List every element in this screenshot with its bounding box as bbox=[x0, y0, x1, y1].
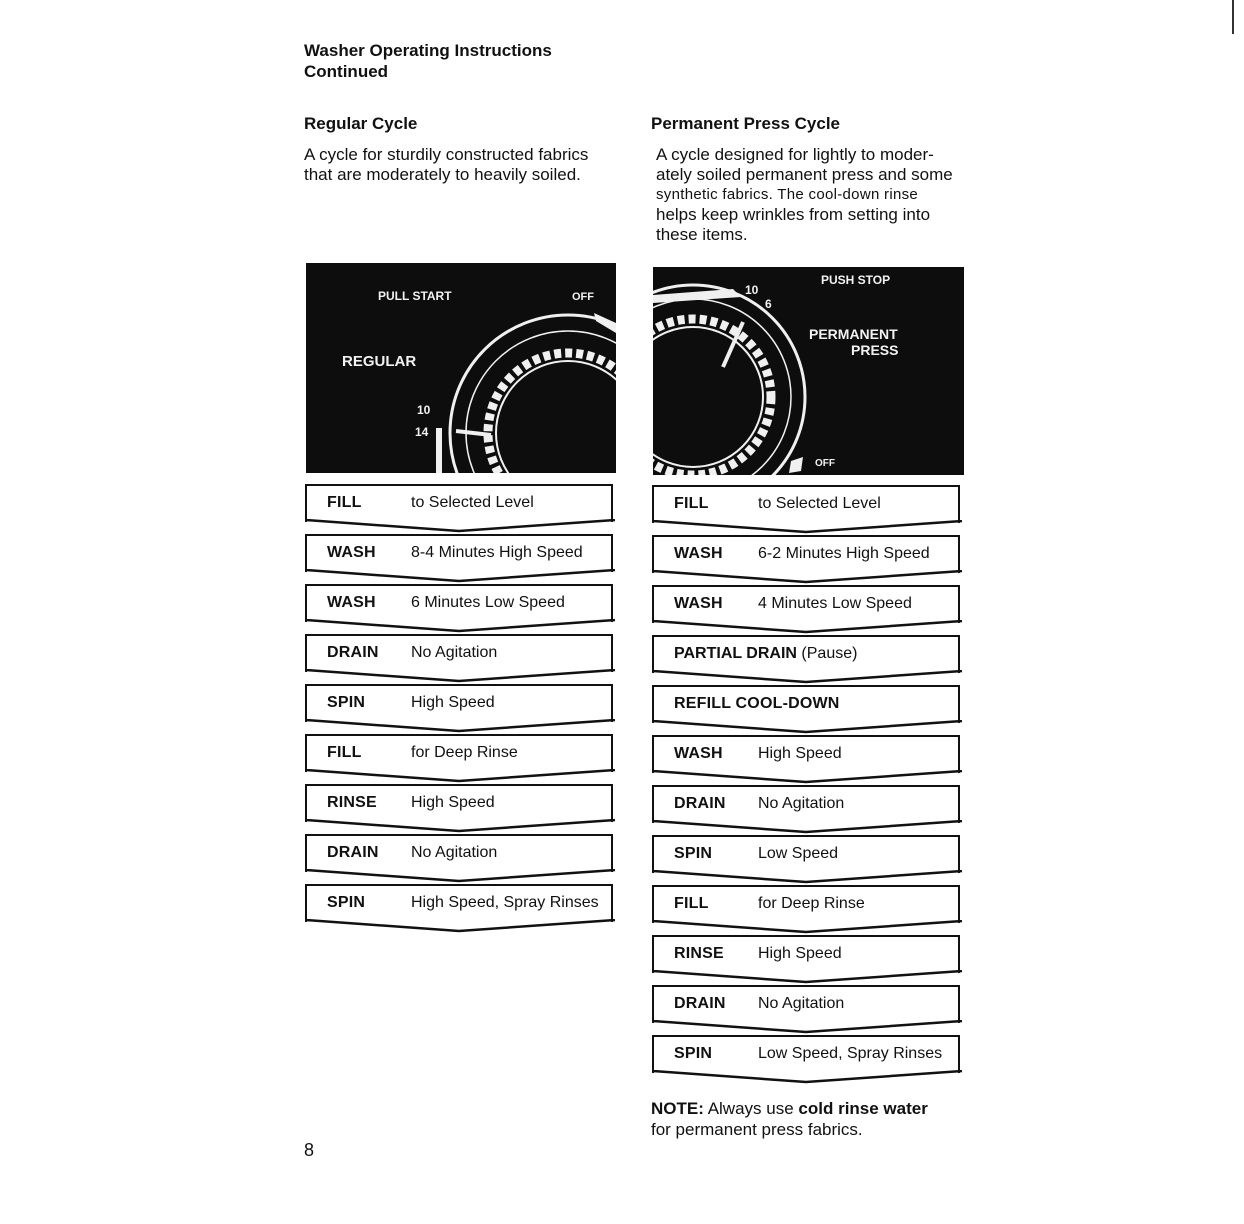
regular-steps-list bbox=[305, 484, 617, 934]
step-term: FILL bbox=[327, 744, 362, 761]
note-text-a: Always use bbox=[707, 1099, 794, 1118]
step-detail: Low Speed, Spray Rinses bbox=[758, 1045, 943, 1062]
step bbox=[652, 585, 964, 635]
step bbox=[652, 535, 964, 585]
step bbox=[652, 835, 964, 885]
step bbox=[305, 584, 617, 634]
regular-cycle-title: Regular Cycle bbox=[304, 114, 418, 133]
step-detail: 6-2 Minutes High Speed bbox=[758, 545, 930, 562]
step bbox=[652, 785, 964, 835]
step-term: FILL bbox=[674, 895, 709, 912]
step-term: WASH bbox=[674, 545, 723, 562]
page-number: 8 bbox=[304, 1140, 315, 1160]
step-term: RINSE bbox=[674, 945, 724, 962]
step-term: WASH bbox=[674, 595, 723, 612]
step bbox=[305, 884, 617, 934]
step-detail: (Pause) bbox=[801, 645, 858, 662]
step-term: SPIN bbox=[327, 694, 366, 711]
step bbox=[305, 784, 617, 834]
step bbox=[305, 684, 617, 734]
step bbox=[305, 734, 617, 784]
step bbox=[652, 935, 964, 985]
step-detail: No Agitation bbox=[758, 795, 845, 812]
note-text-b: for permanent press fabrics. bbox=[651, 1120, 863, 1139]
step-term: WASH bbox=[327, 544, 376, 561]
step-term: REFILL COOL-DOWN bbox=[674, 695, 840, 712]
step-term: PARTIAL DRAIN bbox=[674, 645, 797, 662]
page-edge-line bbox=[1232, 0, 1234, 34]
permanent-dial-graphic bbox=[653, 267, 964, 475]
section-header bbox=[304, 40, 552, 82]
step bbox=[652, 885, 964, 935]
permanent-dial-image bbox=[653, 267, 964, 475]
step-term: DRAIN bbox=[674, 795, 726, 812]
step bbox=[652, 985, 964, 1035]
step-detail: No Agitation bbox=[758, 995, 845, 1012]
step-detail: to Selected Level bbox=[758, 495, 881, 512]
note-label: NOTE: bbox=[651, 1099, 704, 1118]
desc-line: these items. bbox=[656, 225, 748, 244]
step-term: FILL bbox=[327, 494, 362, 511]
permanent-steps-list bbox=[652, 485, 964, 1085]
step-term: WASH bbox=[674, 745, 723, 762]
step-detail: Low Speed bbox=[758, 845, 839, 862]
step-detail: for Deep Rinse bbox=[411, 744, 518, 761]
note bbox=[651, 1098, 928, 1140]
step bbox=[652, 685, 964, 735]
step-detail: High Speed bbox=[411, 794, 495, 811]
dial-mark-6: 6 bbox=[765, 297, 772, 311]
permanent-label-line1: PERMANENT bbox=[809, 326, 898, 342]
step bbox=[652, 1035, 964, 1085]
pull-start-label: PULL START bbox=[378, 289, 452, 303]
push-stop-label: PUSH STOP bbox=[821, 273, 891, 287]
step-detail: High Speed bbox=[758, 945, 842, 962]
header-continued: Continued bbox=[304, 62, 389, 81]
step-detail: No Agitation bbox=[411, 644, 498, 661]
step-detail: for Deep Rinse bbox=[758, 895, 865, 912]
regular-cycle-description: A cycle for sturdily constructed fabrics that are moderately to heavily soiled. bbox=[304, 145, 589, 184]
step-term: WASH bbox=[327, 594, 376, 611]
dial-mark-10: 10 bbox=[745, 283, 759, 297]
step-term: SPIN bbox=[327, 894, 366, 911]
step-detail: to Selected Level bbox=[411, 494, 534, 511]
step-detail: 8-4 Minutes High Speed bbox=[411, 544, 583, 561]
step bbox=[652, 635, 964, 685]
off-label: OFF bbox=[572, 291, 594, 303]
step-detail: 4 Minutes Low Speed bbox=[758, 595, 912, 612]
step bbox=[305, 634, 617, 684]
step-term: DRAIN bbox=[327, 844, 379, 861]
step bbox=[305, 834, 617, 884]
step-term: FILL bbox=[674, 495, 709, 512]
desc-line: helps keep wrinkles from setting into bbox=[656, 205, 931, 224]
desc-line: ately soiled permanent press and some bbox=[656, 165, 953, 184]
step-full bbox=[674, 645, 857, 663]
regular-dial-image bbox=[306, 263, 616, 473]
step-term: DRAIN bbox=[327, 644, 379, 661]
permanent-press-description bbox=[656, 145, 976, 245]
dial-mark-10: 10 bbox=[417, 403, 431, 417]
step-term: SPIN bbox=[674, 845, 713, 862]
step-detail: 6 Minutes Low Speed bbox=[411, 594, 565, 611]
step-detail: High Speed bbox=[758, 745, 842, 762]
step-term: RINSE bbox=[327, 794, 377, 811]
step-detail: High Speed, Spray Rinses bbox=[411, 894, 599, 911]
header-title: Washer Operating Instructions bbox=[304, 41, 552, 60]
desc-line: synthetic fabrics. The cool-down rinse bbox=[656, 186, 919, 203]
step bbox=[305, 534, 617, 584]
step-detail: No Agitation bbox=[411, 844, 498, 861]
note-line-1 bbox=[651, 1098, 928, 1119]
note-bold: cold rinse water bbox=[798, 1099, 928, 1118]
step bbox=[652, 485, 964, 535]
step bbox=[305, 484, 617, 534]
step-term: DRAIN bbox=[674, 995, 726, 1012]
desc-line: A cycle designed for lightly to moder- bbox=[656, 145, 934, 164]
off-label: OFF bbox=[815, 458, 835, 469]
step-detail: High Speed bbox=[411, 694, 495, 711]
regular-cycle-label: REGULAR bbox=[342, 353, 417, 370]
step-term: SPIN bbox=[674, 1045, 713, 1062]
permanent-press-title: Permanent Press Cycle bbox=[651, 114, 840, 133]
dial-mark-14: 14 bbox=[415, 425, 429, 439]
permanent-label-line2: PRESS bbox=[851, 342, 899, 358]
step bbox=[652, 735, 964, 785]
